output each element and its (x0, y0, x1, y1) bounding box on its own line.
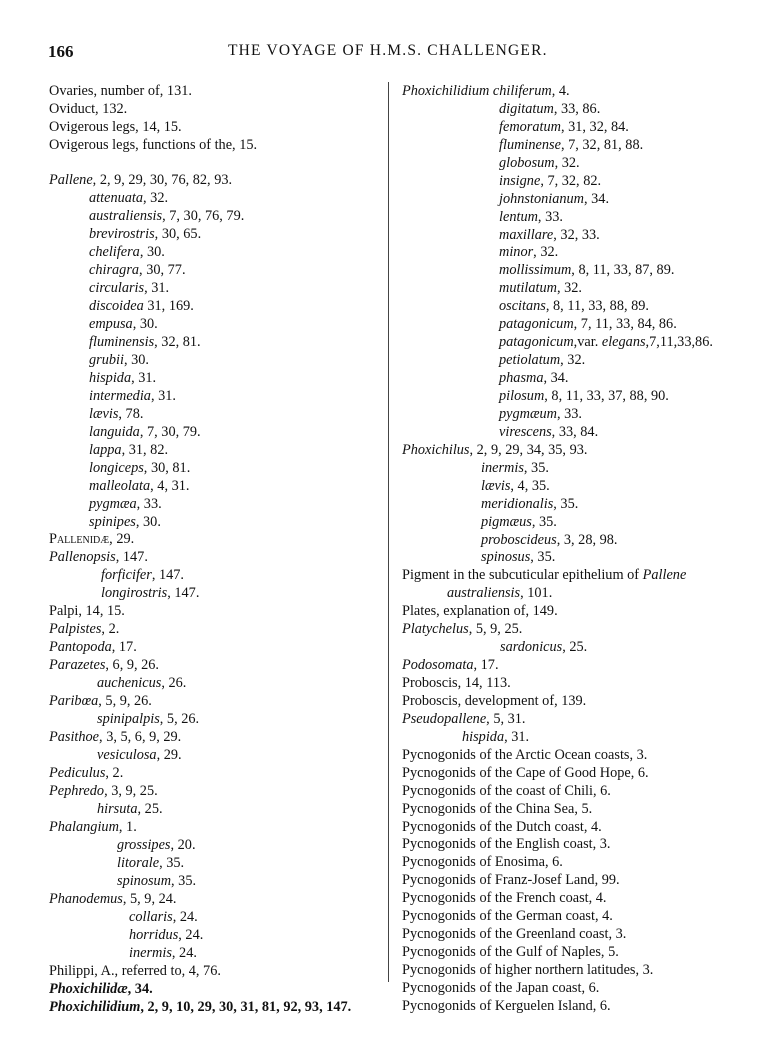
index-locators: , 32. (556, 280, 583, 297)
index-term: Pallene (642, 567, 687, 584)
column-divider (388, 82, 389, 982)
index-locators: , 33. (136, 496, 162, 512)
index-term: phasma (499, 370, 544, 387)
index-entry (499, 423, 598, 441)
index-entry (499, 387, 669, 405)
index-entry (89, 333, 201, 351)
index-locators: Plates, explanation of, 149. (402, 603, 558, 620)
index-entry (89, 297, 194, 315)
index-locators: , 5, 31. (486, 710, 526, 727)
index-entry (499, 100, 600, 118)
index-entry (481, 477, 550, 495)
index-term: discoidea (89, 298, 144, 314)
index-term: patagonicum (499, 316, 574, 333)
index-entry (481, 459, 549, 477)
index-entry (49, 818, 137, 836)
index-entry (402, 889, 607, 907)
index-locators: , 24. (171, 945, 197, 961)
index-locators: , 25. (137, 801, 163, 817)
index-locators: , 32. (143, 190, 169, 206)
index-locators: , 35. (159, 855, 185, 871)
index-locators: Pycnogonids of the English coast, 3. (402, 836, 611, 853)
index-locators: ,7,11,33,86. (645, 334, 713, 351)
index-term: Pephredo (49, 783, 105, 799)
index-term: fluminense (499, 136, 561, 153)
index-term: Parazetes (49, 657, 106, 673)
index-locators: , 4, 31. (150, 478, 190, 494)
index-entry (402, 566, 686, 584)
index-entry (481, 495, 578, 513)
index-term: brevirostris (89, 226, 155, 242)
index-entry (97, 674, 186, 692)
index-locators: , 32. (560, 352, 586, 369)
index-locators: , 8, 11, 33, 37, 88, 90. (544, 387, 669, 404)
index-entry (481, 531, 617, 549)
index-locators: , 25. (562, 639, 588, 656)
index-locators: , 2. (101, 621, 120, 637)
index-term: Phanodemus (49, 891, 123, 907)
index-locators: , 31, 82. (121, 442, 169, 458)
index-locators: , 29. (156, 747, 182, 763)
index-term: virescens (499, 423, 552, 440)
index-locators: , 78. (118, 406, 144, 422)
index-entry (49, 82, 192, 100)
index-locators: Pycnogonids of the China Sea, 5. (402, 800, 593, 817)
index-term: inermis (129, 945, 172, 961)
index-term: chiragra (89, 262, 140, 278)
index-entry (49, 980, 153, 998)
index-entry (49, 782, 158, 800)
index-entry (117, 836, 196, 854)
index-entry (49, 638, 137, 656)
index-locators: , 2. (105, 765, 124, 781)
index-term: intermedia (89, 388, 151, 404)
index-locators: , 1. (118, 819, 137, 835)
index-entry (402, 620, 522, 638)
index-entry (89, 513, 161, 531)
index-entry (89, 261, 186, 279)
index-entry (101, 566, 184, 584)
index-entry (499, 208, 563, 226)
index-term: litorale (117, 855, 160, 871)
index-locators: , 2, 9, 29, 34, 35, 93. (469, 441, 588, 458)
index-locators: , 26. (161, 675, 187, 691)
index-locators: Proboscis, development of, 139. (402, 692, 587, 709)
index-term: Phoxichilidæ (49, 981, 128, 997)
index-locators: , 33. (556, 405, 583, 422)
index-entry (129, 926, 203, 944)
index-entry (89, 495, 162, 513)
index-entry (49, 656, 159, 674)
index-term: Pediculus (49, 765, 106, 781)
index-locators: 31, 169. (143, 298, 194, 314)
index-term: Pantopoda (49, 639, 112, 655)
index-term: grubii (89, 352, 124, 368)
index-entry (117, 872, 196, 890)
index-locators: , 30. (135, 514, 161, 530)
index-term: elegans (601, 334, 646, 351)
index-locators: , 31, 32, 84. (560, 118, 629, 135)
index-term: petiolatum (499, 352, 561, 369)
index-locators: , 7, 32, 82. (540, 172, 602, 189)
index-term: pigmæus (481, 513, 532, 530)
index-entry (499, 369, 569, 387)
index-locators: Pycnogonids of Kerguelen Island, 6. (402, 997, 611, 1014)
index-term: meridionalis (481, 495, 554, 512)
index-locators: , 31. (504, 728, 530, 745)
index-entry (402, 818, 602, 836)
index-entry (402, 710, 526, 728)
index-locators: , 24. (178, 927, 204, 943)
index-locators: , 35. (530, 549, 556, 566)
index-locators: , 34. (543, 370, 569, 387)
index-term: australiensis (89, 208, 163, 224)
index-locators: , 29. (109, 531, 135, 547)
index-locators: Pycnogonids of Franz-Josef Land, 99. (402, 872, 620, 889)
index-entry (89, 423, 201, 441)
index-locators: Ovaries, number of, 131. (49, 83, 192, 99)
index-locators: , 17. (111, 639, 137, 655)
index-locators: Pycnogonids of the German coast, 4. (402, 908, 613, 925)
index-locators: , 32, 81. (154, 334, 201, 350)
index-term: languida (89, 424, 140, 440)
index-term: fluminensis (89, 334, 155, 350)
index-locators: , 7, 30, 76, 79. (162, 208, 245, 224)
index-term: spinipes (89, 514, 136, 530)
index-term: insigne (499, 172, 541, 189)
index-entry (500, 638, 587, 656)
index-term: mollissimum (499, 262, 572, 279)
index-term: empusa (89, 316, 133, 332)
index-entry (499, 405, 582, 423)
index-term: attenuata (89, 190, 144, 206)
index-entry (402, 979, 599, 997)
index-entry (101, 584, 199, 602)
index-entry (402, 943, 619, 961)
index-term: lentum (499, 208, 538, 225)
index-locators: ,var. (573, 334, 602, 351)
index-term: Paribœa (49, 693, 99, 709)
index-locators: Palpi, 14, 15. (49, 603, 125, 619)
index-entry (499, 297, 649, 315)
index-locators: , 31. (144, 280, 170, 296)
index-locators: Oviduct, 132. (49, 101, 128, 117)
index-term: vesiculosa (97, 747, 157, 763)
index-entry (402, 997, 611, 1015)
index-locators: , 33, 86. (553, 100, 601, 117)
index-term: Palpistes (49, 621, 102, 637)
index-entry (481, 513, 557, 531)
index-entry (499, 315, 677, 333)
index-locators: , 6, 9, 26. (105, 657, 160, 673)
index-term: Pasithoe (49, 729, 100, 745)
index-term: digitatum (499, 100, 554, 117)
index-term: longirostris (101, 585, 168, 601)
index-entry (402, 835, 610, 853)
index-entry (499, 118, 629, 136)
index-term: Platychelus (402, 621, 469, 638)
index-entry (49, 136, 257, 154)
index-locators: Pycnogonids of the coast of Chili, 6. (402, 782, 611, 799)
index-entry (49, 764, 123, 782)
index-entry (402, 602, 558, 620)
index-entry (402, 853, 563, 871)
index-locators: , 7, 32, 81, 88. (560, 136, 644, 153)
index-term: Phoxichilus (402, 441, 470, 458)
index-locators: Pycnogonids of the Greenland coast, 3. (402, 926, 627, 943)
index-locators: Pycnogonids of Enosima, 6. (402, 854, 563, 871)
index-term: femoratum (499, 118, 561, 135)
index-locators: , 7, 11, 33, 84, 86. (573, 316, 677, 333)
index-locators: , 30. (132, 316, 158, 332)
index-entry (129, 908, 198, 926)
index-entry (49, 692, 152, 710)
index-entry (402, 674, 511, 692)
index-entry (97, 746, 182, 764)
index-term: sardonicus (500, 639, 563, 656)
index-locators: , 30. (123, 352, 149, 368)
index-locators: , 5, 9, 25. (468, 621, 523, 638)
index-term: inermis (481, 459, 524, 476)
index-term: australiensis (447, 585, 521, 602)
index-entry (89, 387, 176, 405)
index-entry (499, 351, 585, 369)
index-entry (49, 118, 182, 136)
index-locators: Pycnogonids of higher northern latitudes, 3. (402, 962, 654, 979)
index-locators: , 32. (554, 154, 580, 171)
index-entry (402, 692, 586, 710)
index-term: chelifera (89, 244, 140, 260)
index-entry (402, 656, 499, 674)
index-term: auchenicus (97, 675, 162, 691)
index-entry (499, 279, 582, 297)
index-term: spinosus (481, 549, 531, 566)
index-locators: Ovigerous legs, 14, 15. (49, 119, 182, 135)
index-entry (89, 243, 165, 261)
index-locators: Pycnogonids of the Dutch coast, 4. (402, 818, 602, 835)
index-entry (499, 154, 580, 172)
index-locators: , 30, 77. (139, 262, 186, 278)
index-term: pygmæum (499, 405, 557, 422)
index-term: longiceps (89, 460, 144, 476)
index-locators: , 33. (537, 208, 563, 225)
index-term: pilosum (499, 387, 545, 404)
index-entry (402, 907, 613, 925)
index-locators: , 35. (523, 459, 549, 476)
index-entry (402, 961, 653, 979)
index-locators: , 31. (150, 388, 176, 404)
index-locators: , 24. (172, 909, 198, 925)
index-term: malleolata (89, 478, 151, 494)
index-entry (49, 890, 176, 908)
index-locators: Pycnogonids of the Gulf of Naples, 5. (402, 944, 619, 961)
index-locators: , 32, 33. (553, 226, 600, 243)
index-locators: , 3, 9, 25. (104, 783, 158, 799)
index-entry (89, 351, 149, 369)
index-entry (97, 800, 163, 818)
index-locators: , 3, 5, 6, 9, 29. (99, 729, 182, 745)
index-entry (89, 369, 156, 387)
index-term: Phalangium (49, 819, 119, 835)
index-entry (49, 548, 148, 566)
index-term: lappa (89, 442, 122, 458)
index-entry (49, 728, 181, 746)
index-locators: Pycnogonids of the Cape of Good Hope, 6. (402, 764, 649, 781)
index-entry (89, 459, 190, 477)
index-entry (49, 962, 221, 980)
index-term: forficifer (101, 567, 152, 583)
index-locators: , 34. (584, 190, 610, 207)
index-term: horridus (129, 927, 179, 943)
index-term: Pallenopsis (49, 549, 116, 565)
index-locators: , 4, 35. (510, 477, 550, 494)
index-entry (499, 136, 643, 154)
index-entry (89, 189, 168, 207)
index-entry (117, 854, 184, 872)
index-locators: , 31. (131, 370, 157, 386)
index-entry (499, 172, 601, 190)
index-entry (499, 261, 674, 279)
index-entry (89, 441, 168, 459)
index-entry (402, 782, 611, 800)
index-locators: , 147. (151, 567, 184, 583)
index-entry (402, 871, 620, 889)
index-locators: Pycnogonids of the French coast, 4. (402, 890, 607, 907)
index-entry (97, 710, 199, 728)
index-locators: , 30, 81. (143, 460, 191, 476)
page-header (0, 34, 776, 64)
index-locators: , 17. (473, 657, 499, 674)
index-locators: , 33, 84. (551, 423, 599, 440)
index-entry (499, 333, 713, 351)
index-locators: , 32. (533, 244, 559, 261)
index-locators: , 35. (531, 513, 557, 530)
index-locators: , 34. (127, 981, 153, 997)
index-entry (462, 728, 529, 746)
index-term: spinipalpis (97, 711, 160, 727)
index-term: patagonicum (499, 334, 574, 351)
index-entry (89, 315, 158, 333)
index-term: johnstonianum (499, 190, 584, 207)
index-locators: , 30. (139, 244, 165, 260)
index-term: Phoxichilidium (49, 999, 141, 1015)
index-entry (49, 620, 119, 638)
index-locators: , 3, 28, 98. (556, 531, 618, 548)
index-entry (89, 477, 189, 495)
index-locators: , 4. (551, 83, 570, 99)
index-entry (499, 226, 600, 244)
index-entry (89, 207, 244, 225)
index-entry (49, 998, 351, 1016)
index-entry (402, 441, 587, 459)
index-locators: Philippi, A., referred to, 4, 76. (49, 963, 221, 979)
index-term: Pseudopallene (402, 710, 487, 727)
running-title: THE VOYAGE OF H.M.S. CHALLENGER. (228, 42, 548, 59)
index-entry (89, 225, 201, 243)
index-entry (49, 100, 127, 118)
index-locators: Pycnogonids of the Japan coast, 6. (402, 980, 600, 996)
index-term: lævis (481, 477, 511, 494)
index-entry (402, 746, 647, 764)
index-term: hispida (462, 728, 505, 745)
index-locators: Pycnogonids of the Arctic Ocean coasts, 3. (402, 746, 648, 763)
index-term: circularis (89, 280, 145, 296)
index-entry (402, 800, 592, 818)
index-entry (402, 82, 570, 100)
index-locators: , 30, 65. (154, 226, 202, 242)
index-locators: , 101. (520, 585, 553, 602)
index-term: grossipes (117, 837, 171, 853)
index-entry (89, 405, 143, 423)
index-locators: , 5, 9, 26. (98, 693, 152, 709)
index-locators: , 7, 30, 79. (139, 424, 201, 440)
index-entry (499, 243, 558, 261)
index-locators: , 2, 9, 10, 29, 30, 31, 81, 92, 93, 147. (140, 999, 352, 1015)
index-term: Podosomata (402, 657, 474, 674)
index-entry (499, 190, 609, 208)
index-entry (49, 602, 125, 620)
index-locators: , 5, 26. (159, 711, 200, 727)
index-term: mutilatum (499, 280, 557, 297)
page-number: 166 (48, 42, 74, 61)
index-entry (447, 584, 552, 602)
index-term: minor (499, 244, 534, 261)
index-term: hispida (89, 370, 132, 386)
index-term: lævis (89, 406, 119, 422)
index-term: maxillare (499, 226, 554, 243)
index-locators: , 147. (167, 585, 200, 601)
index-entry (49, 530, 134, 548)
index-locators: , 8, 11, 33, 87, 89. (571, 262, 675, 279)
index-term: spinosum (117, 873, 172, 889)
index-term: collaris (129, 909, 173, 925)
index-locators: , 35. (553, 495, 579, 512)
index-locators: , 20. (170, 837, 196, 853)
index-entry (89, 279, 169, 297)
index-locators: Pigment in the subcuticular epithelium of (402, 567, 643, 584)
index-entry (402, 764, 649, 782)
index-locators: , 147. (115, 549, 148, 565)
index-term: hirsuta (97, 801, 138, 817)
index-entry (129, 944, 197, 962)
index-term: oscitans (499, 298, 546, 315)
index-entry (402, 925, 626, 943)
index-term: Phoxichilidium chiliferum (402, 83, 552, 99)
index-term: Pallenidæ (49, 531, 110, 547)
index-locators: Ovigerous legs, functions of the, 15. (49, 137, 258, 153)
index-entry (49, 171, 232, 189)
index-locators: , 2, 9, 29, 30, 76, 82, 93. (92, 172, 233, 188)
index-locators: Proboscis, 14, 113. (402, 675, 511, 692)
index-entry (481, 548, 555, 566)
index-locators: , 35. (171, 873, 197, 889)
index-locators: , 5, 9, 24. (122, 891, 177, 907)
index-term: Pallene (49, 172, 93, 188)
index-term: proboscideus (481, 531, 557, 548)
index-term: pygmæa (89, 496, 137, 512)
index-term: globosum (499, 154, 555, 171)
index-locators: , 8, 11, 33, 88, 89. (545, 298, 649, 315)
